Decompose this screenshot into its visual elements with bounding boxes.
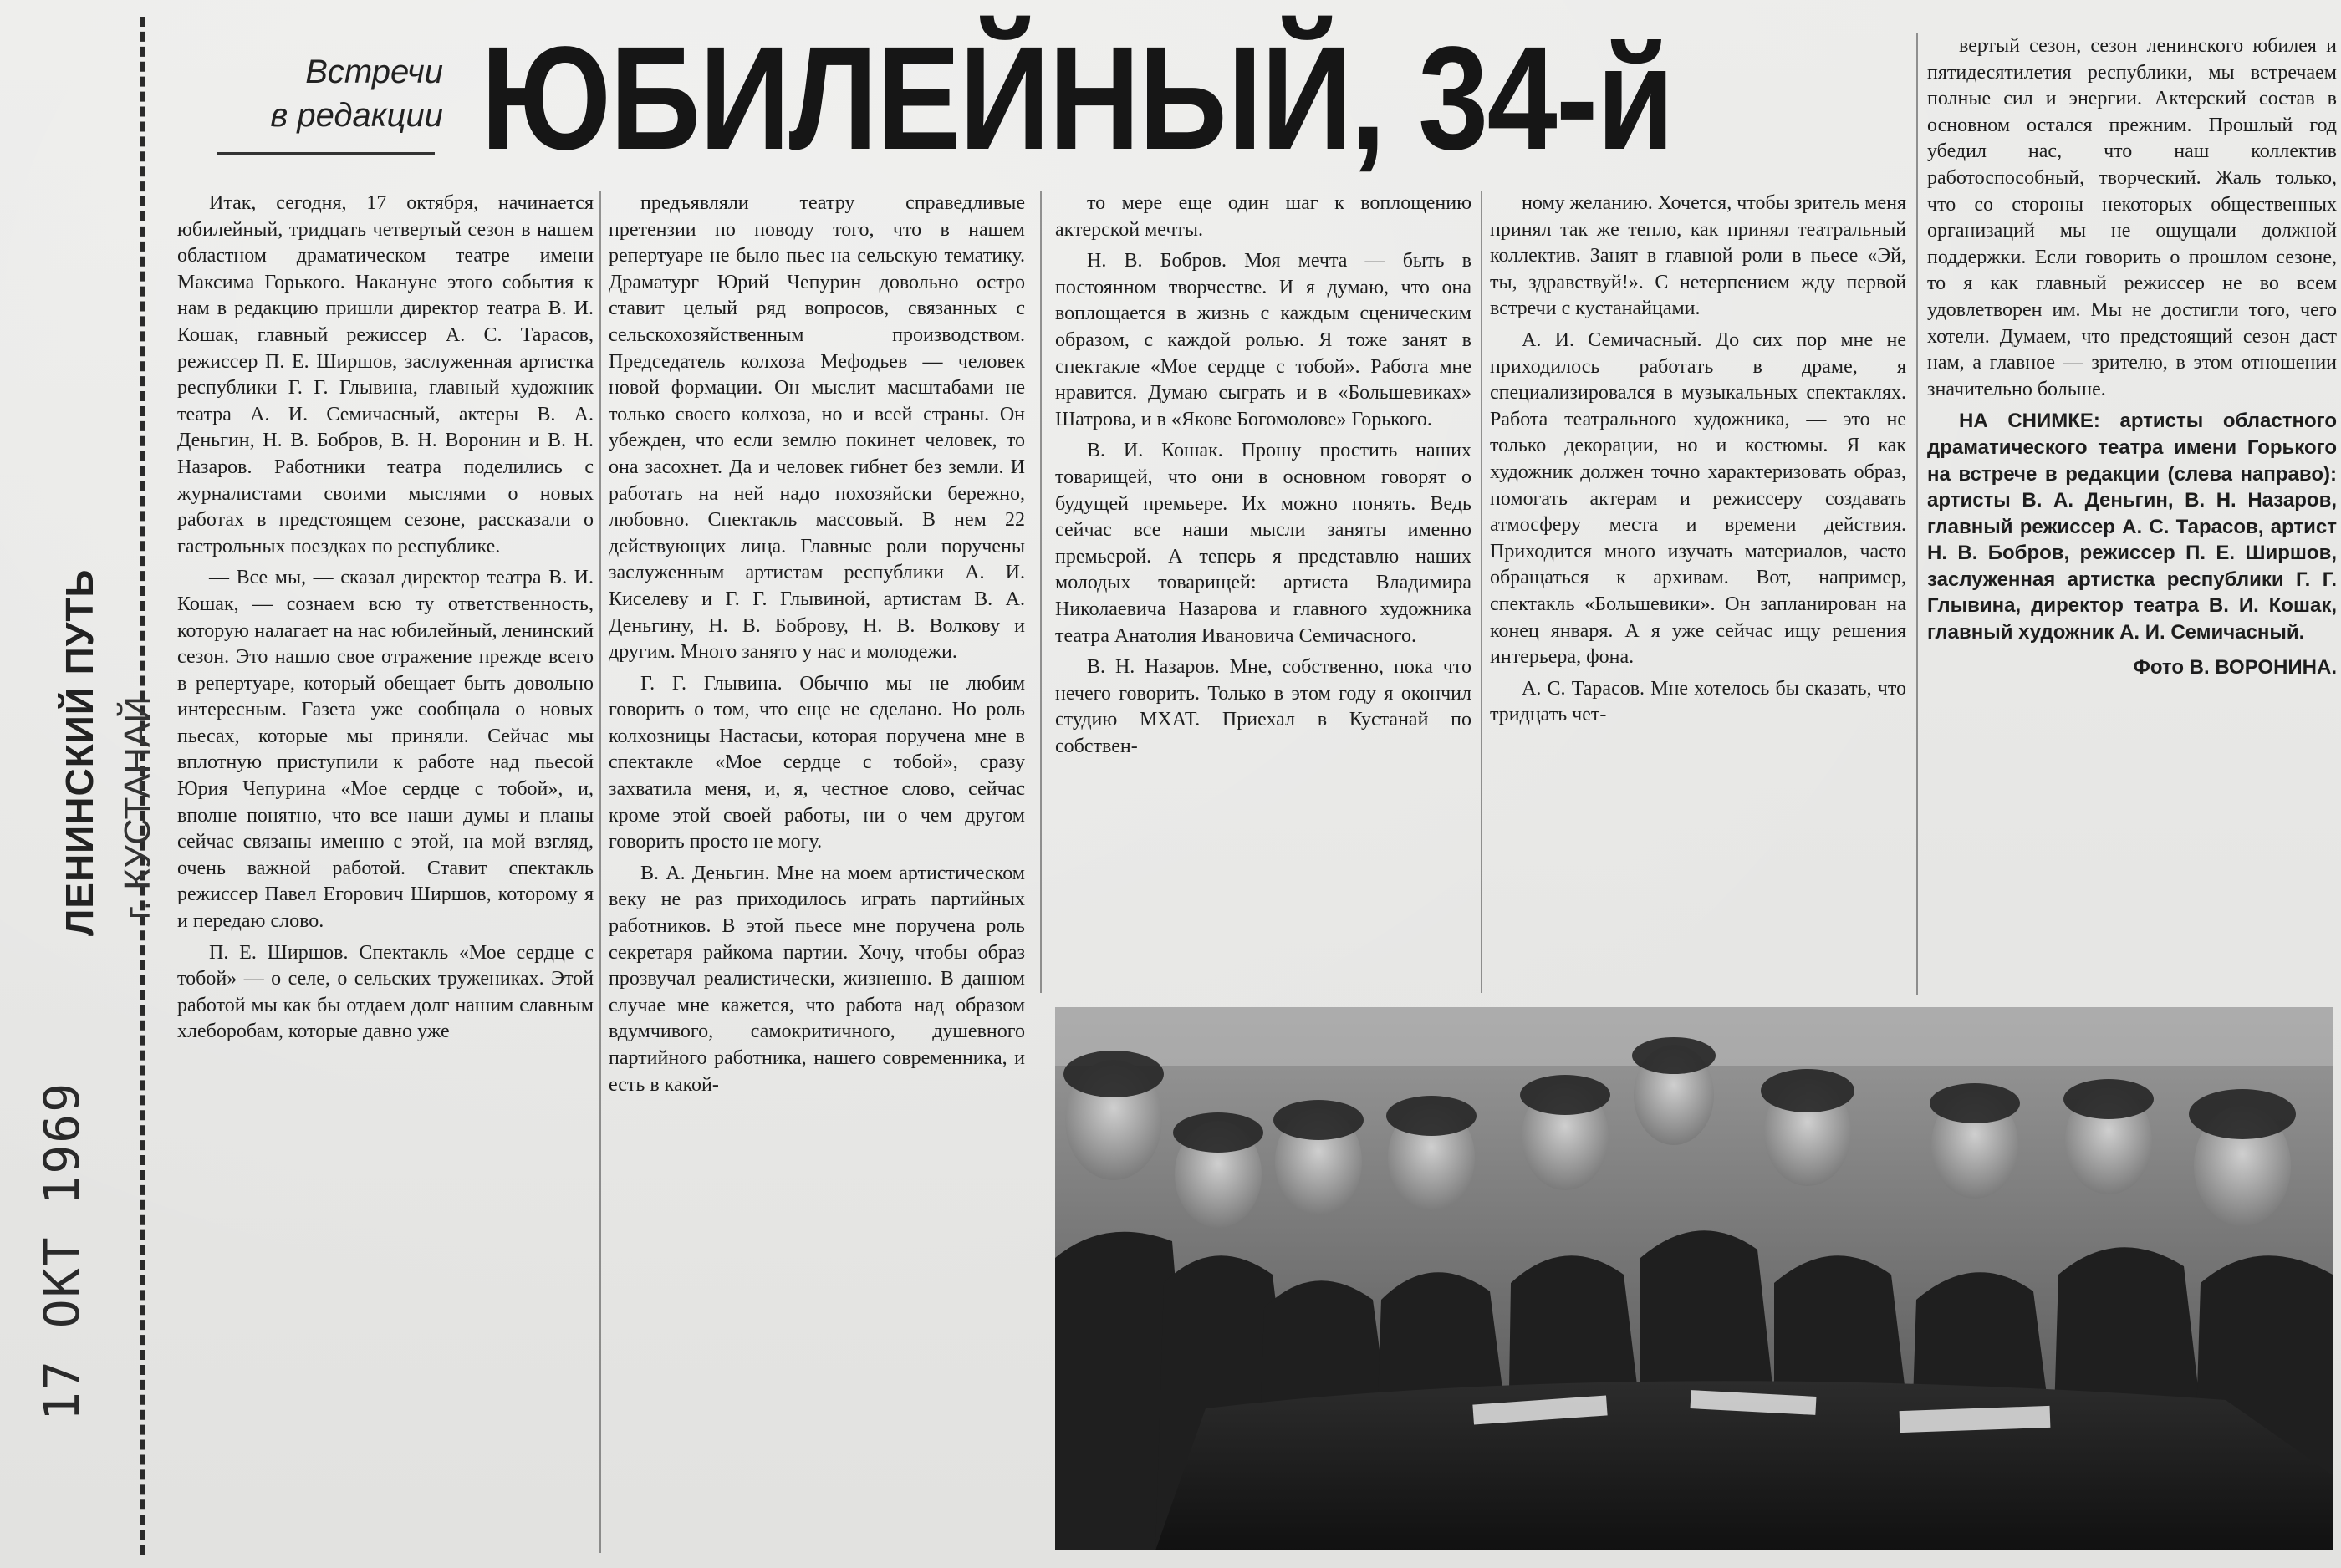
paragraph: ному желанию. Хочется, чтобы зритель меня принял так же тепло, как принял театральный коллектив. Занят в главной роли в пьесе «Эй, ты, здравствуй!». С нетерпением жду первой встречи с кустанайцами. bbox=[1490, 192, 1906, 320]
paragraph: В. И. Кошак. Прошу простить наших товарищей, что они в основном говорят о будущей премьере. Их можно понять. Ведь сейчас все наши мысли заняты именно премьерой. А теперь я представлю наших молодых товарищей: артиста Владимира Николаевича Назарова и главного художника театра Анатолия Ивановича Семичасного. bbox=[1055, 440, 1471, 647]
newspaper-city: г. КУСТАНАЙ bbox=[117, 695, 158, 919]
paragraph: А. С. Тарасов. Мне хотелось бы сказать, что тридцать чет- bbox=[1490, 677, 1906, 726]
group-photo-illustration bbox=[1055, 1007, 2333, 1550]
paragraph: П. Е. Ширшов. Спектакль «Мое сердце с тобой» — о селе, о сельских тружениках. Этой работой мы как бы отдаем долг нашим славным хлеборобам, которые давно уже bbox=[177, 941, 594, 1043]
rubric-line-2: в редакции bbox=[270, 97, 443, 134]
article-column-5 bbox=[1927, 33, 2337, 986]
column-divider bbox=[1916, 33, 1918, 995]
column-divider bbox=[1481, 191, 1482, 993]
headline: ЮБИЛЕЙНЫЙ, 34-й bbox=[481, 17, 1674, 181]
group-photo bbox=[1055, 1007, 2333, 1550]
rubric-line-1: Встречи bbox=[305, 53, 443, 90]
column-divider bbox=[599, 191, 601, 1553]
rubric-underline bbox=[217, 152, 435, 155]
paragraph: В. А. Деньгин. Мне на моем артистическом веку не раз приходилось играть партийных работников. В этой пьесе мне поручена роль секретаря райкома партии. Хочу, чтобы образ прозвучал реалистически, жизненно. В данном случае мне кажется, что работа над образом вдумчивого, самокритичного, душевного партийного работника, нашего современника, и есть в какой- bbox=[609, 862, 1025, 1096]
paragraph: А. И. Семичасный. До сих пор мне не приходилось работать в драме, я специализировался в музыкальных спектаклях. Работа театрального художника, — это не только декорации, но и костюмы. Я как художник должен точно характеризовать образ, помогать актерам и режиссеру создавать атмосферу места и времени действия. Приходится много изучать материалов, часто обращаться к архивам. Вот, например, спектакль «Большевики». Он запланирован на конец января. А я уже сейчас ищу решения интерьера, фона. bbox=[1490, 328, 1906, 669]
paragraph: Г. Г. Глывина. Обычно мы не любим говорить о том, что еще не сделано. Но роль колхозницы Настасьи, которая поручена мне в спектакле «Мое сердце с тобой», сразу захватила меня, и, я, честное слово, сейчас кроме этой своей работы, ни о чем другом говорить просто не могу. bbox=[609, 672, 1025, 853]
article-column-1 bbox=[177, 191, 594, 1561]
newspaper-name: ЛЕНИНСКИЙ ПУТЬ bbox=[58, 568, 101, 936]
paragraph: вертый сезон, сезон ленинского юбилея и пятидесятилетия республики, мы встречаем полные сил и энергии. Актерский состав в основном остался прежним. Прошлый год убедил нас, что наш коллектив работоспособный, творческий. Жаль только, что со стороны некоторых общественных организаций мы не ощущали должной поддержки. Если говорить о прошлом сезоне, то я как главный режиссер не во всем удовлетворен им. Мы не достигли того, чего хотели. Думаем, что предстоящий сезон даст нам, а главное — зрителю, в этом отношении значительно больше. bbox=[1927, 35, 2337, 400]
rubric bbox=[209, 50, 443, 159]
date-stamp: 17 ОКТ 1969 bbox=[33, 1081, 90, 1421]
paragraph: Итак, сегодня, 17 октября, начинается юбилейный, тридцать четвертый сезон в нашем областном драматическом театре имени Максима Горького. Накануне этого события к нам в редакцию пришли директор театра В. И. Кошак, главный режиссер А. С. Тарасов, режиссер П. Е. Ширшов, заслуженная артистка республики Г. Г. Глывина, главный художник театра А. И. Семичасный, актеры В. А. Деньгин, Н. В. Бобров, В. Н. Воронин и В. Н. Назаров. Работники театра поделились с журналистами своими мыслями о новых работах в предстоящем сезоне, рассказали о гастрольных поездках по республике. bbox=[177, 192, 594, 557]
paragraph: — Все мы, — сказал директор театра В. И. Кошак, — сознаем всю ту ответственность, которую налагает на нас юбилейный, ленинский сезон. Это нашло свое отражение прежде всего в репертуаре, который обещает быть довольно интересным. Газета уже сообщала о новых пьесах, которые мы приняли. Сейчас мы вплотную приступили к работе над пьесой Юрия Чепурина «Мое сердце с тобой», и, вполне понятно, что все наши думы и планы сейчас связаны именно с этой, на мой взгляд, очень важной работой. Ставит спектакль режиссер Павел Егорович Ширшов, которому я и передаю слово. bbox=[177, 567, 594, 933]
article-column-2 bbox=[609, 191, 1025, 1536]
paragraph: предъявляли театру справедливые претензии по поводу того, что в нашем репертуаре не было пьес на сельскую тематику. Драматург Юрий Чепурин довольно остро ставит целый ряд вопросов, связанных с сельскохозяйственным производством. Председатель колхоза Мефодьев — человек новой формации. Он мыслит масштабами не только своего колхоза, но и всей страны. Он убежден, что если землю покинет человек, то она засохнет. Да и человек гибнет без земли. И работать на ней надо похозяйски бережно, любовно. Спектакль массовый. В нем 22 действующих лица. Главные роли поручены заслуженным артистам республики А. И. Киселеву и Г. Г. Глывиной, артистам В. А. Деньгину, Н. В. Боброву, Н. В. Волкову и другим. Много занято у нас и молодежи. bbox=[609, 192, 1025, 664]
article-column-4 bbox=[1490, 191, 1906, 960]
photo-caption: НА СНИМКЕ: артисты областного драматического театра имени Горького на встрече в редакции (слева направо): артисты В. А. Деньгин, В. Н. Назаров, главный режиссер А. С. Тарасов, артист Н. В. Бобров, режиссер П. Е. Ширшов, заслуженная артистка республики Г. Г. Глывина, директор театра В. И. Кошак, главный художник А. И. Семичасный. bbox=[1927, 410, 2337, 644]
paragraph: то мере еще один шаг к воплощению актерской мечты. bbox=[1055, 192, 1471, 241]
paragraph: В. Н. Назаров. Мне, собственно, пока что нечего говорить. Только в этом году я окончил студию МХАТ. Приехал в Кустанай по собствен- bbox=[1055, 656, 1471, 757]
masthead-stamp bbox=[48, 535, 158, 936]
column-divider bbox=[1040, 191, 1042, 993]
article-column-3 bbox=[1055, 191, 1471, 985]
paragraph: Н. В. Бобров. Моя мечта — быть в постоянном творчестве. И я думаю, что она воплощается в жизнь с каждым сценическим образом, с каждой ролью. Я тоже занят в спектакле «Мое сердце с тобой». Работа мне нравится. Думаю сыграть и в «Большевиках» Шатрова, и в «Якове Богомолове» Горького. bbox=[1055, 250, 1471, 430]
photo-credit: Фото В. ВОРОНИНА. bbox=[2133, 655, 2337, 679]
